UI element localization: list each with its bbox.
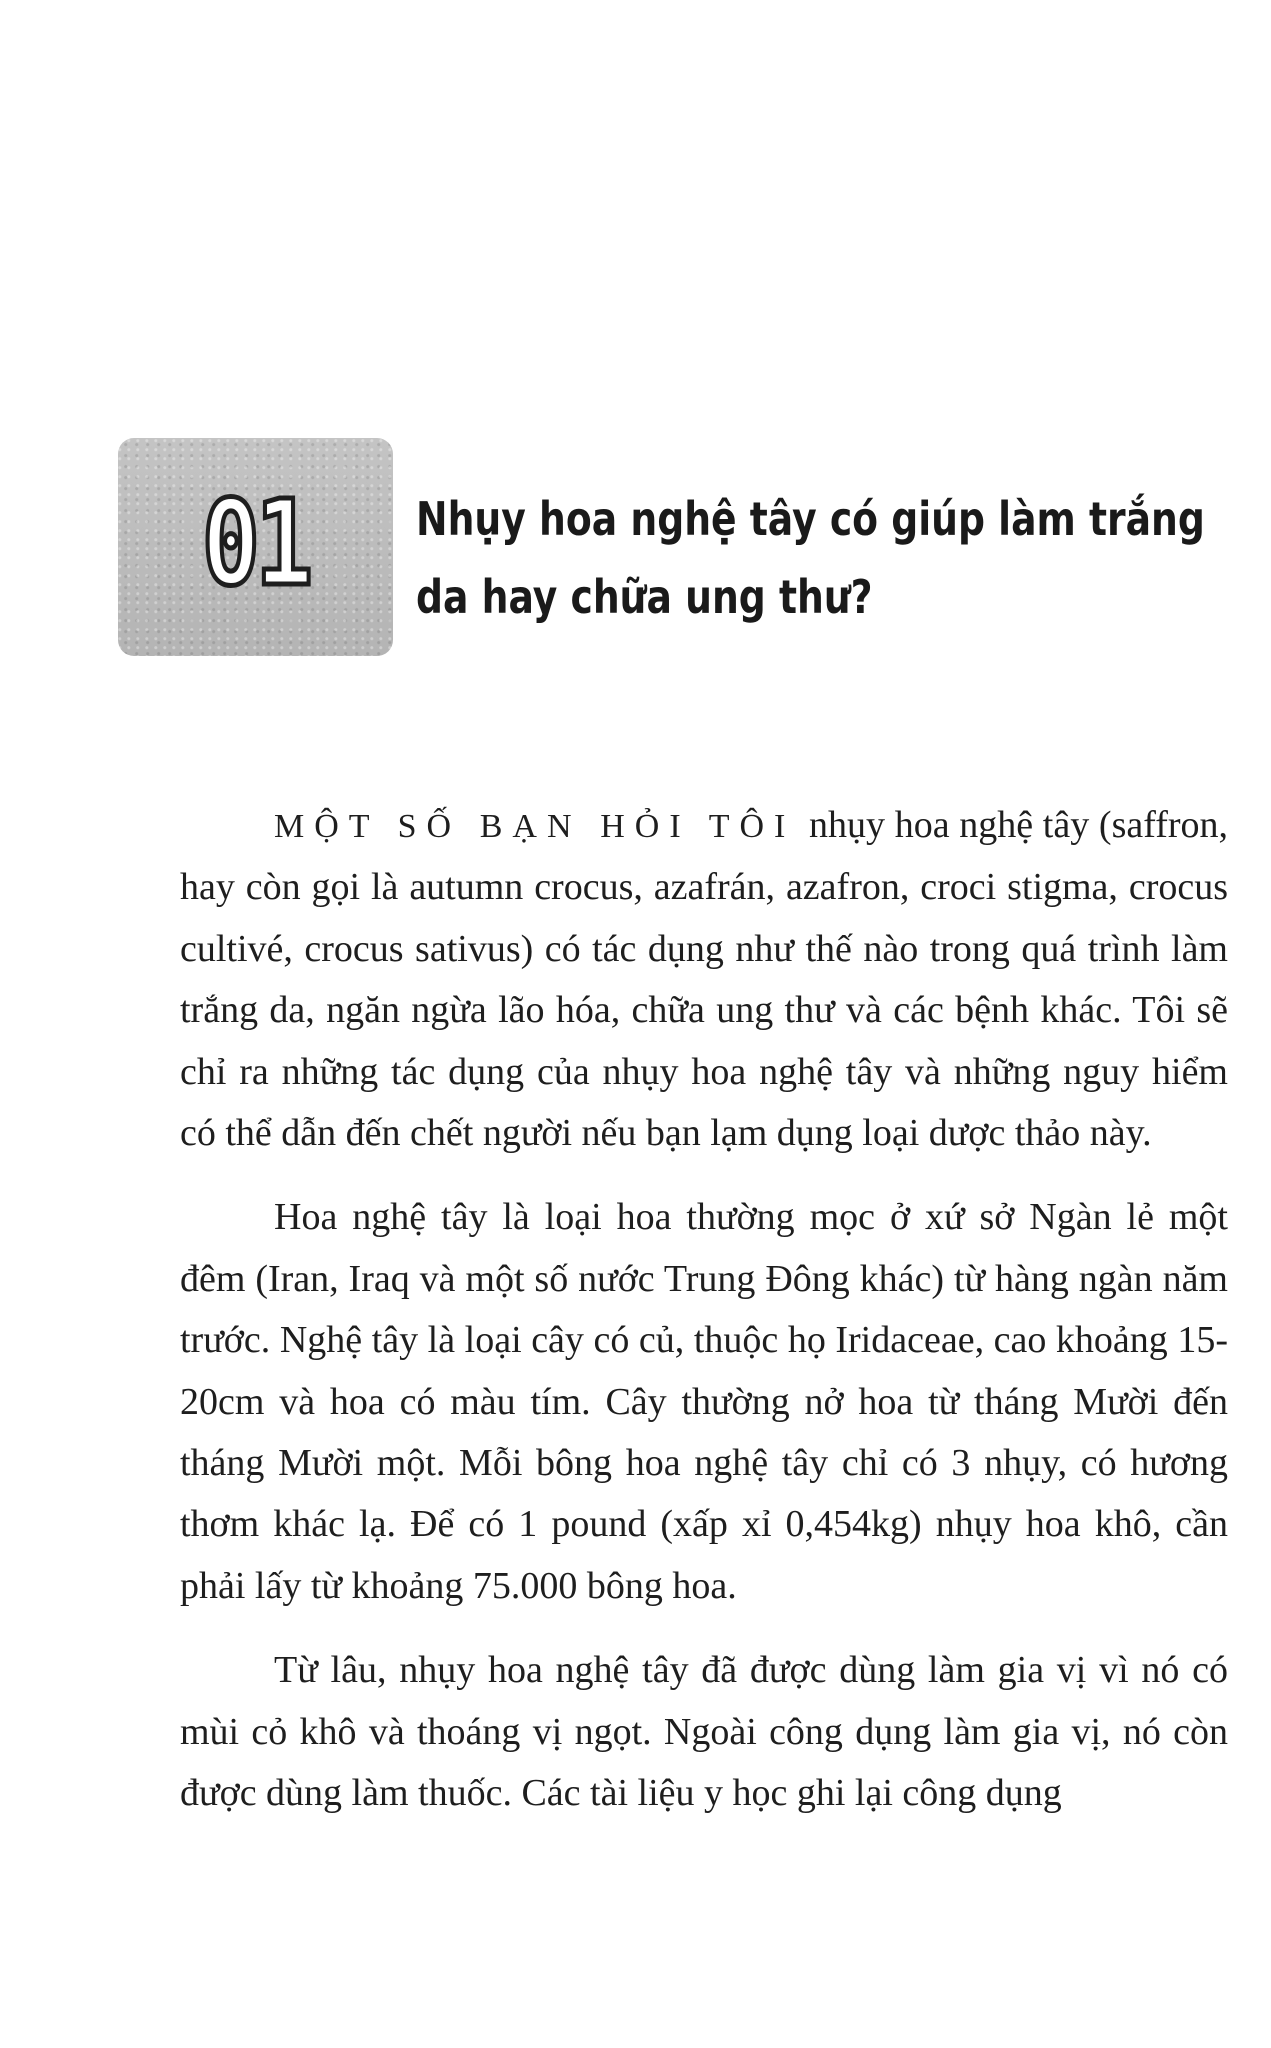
chapter-number-badge [118,438,393,656]
paragraph-2: Hoa nghệ tây là loại hoa thường mọc ở xứ sở Ngàn lẻ một đêm (Iran, Iraq và một số nước Trung Đông khác) từ hàng ngàn năm trước. Nghệ tây là loại cây có củ, thuộc họ Iridaceae, cao khoảng 15-20cm và hoa có màu tím. Cây thường nở hoa từ tháng Mười đến tháng Mười một. Mỗi bông hoa nghệ tây chỉ có 3 nhụy, có hương thơm khác lạ. Để có 1 pound (xấp xỉ 0,454kg) nhụy hoa khô, cần phải lấy từ khoảng 75.000 bông hoa. [180,1196,1228,1607]
paragraph-1 [180,795,1228,1164]
chapter-body [180,795,1228,1848]
lead-in-small-caps: MỘT SỐ BẠN HỎI TÔI [274,808,796,845]
chapter-title-line-2: da hay chữa ung thư? [416,570,873,624]
chapter-title [416,480,1205,636]
paragraph-1-text: nhụy hoa nghệ tây (saffron, hay còn gọi là autumn crocus, azafrán, azafron, croci stigma, crocus cultivé, crocus sativus) có tác dụng như thế nào trong quá trình làm trắng da, ngăn ngừa lão hóa, chữa ung thư và các bệnh khác. Tôi sẽ chỉ ra những tác dụng của nhụy hoa nghệ tây và những nguy hiểm có thể dẫn đến chết người nếu bạn lạm dụng loại dược thảo này. [180,804,1228,1155]
chapter-title-line-1: Nhụy hoa nghệ tây có giúp làm trắng [416,492,1205,546]
paragraph-3: Từ lâu, nhụy hoa nghệ tây đã được dùng làm gia vị vì nó có mùi cỏ khô và thoáng vị ngọt. Ngoài công dụng làm gia vị, nó còn được dùng làm thuốc. Các tài liệu y học ghi lại công dụng [180,1649,1228,1815]
chapter-number: 01 [202,474,309,612]
